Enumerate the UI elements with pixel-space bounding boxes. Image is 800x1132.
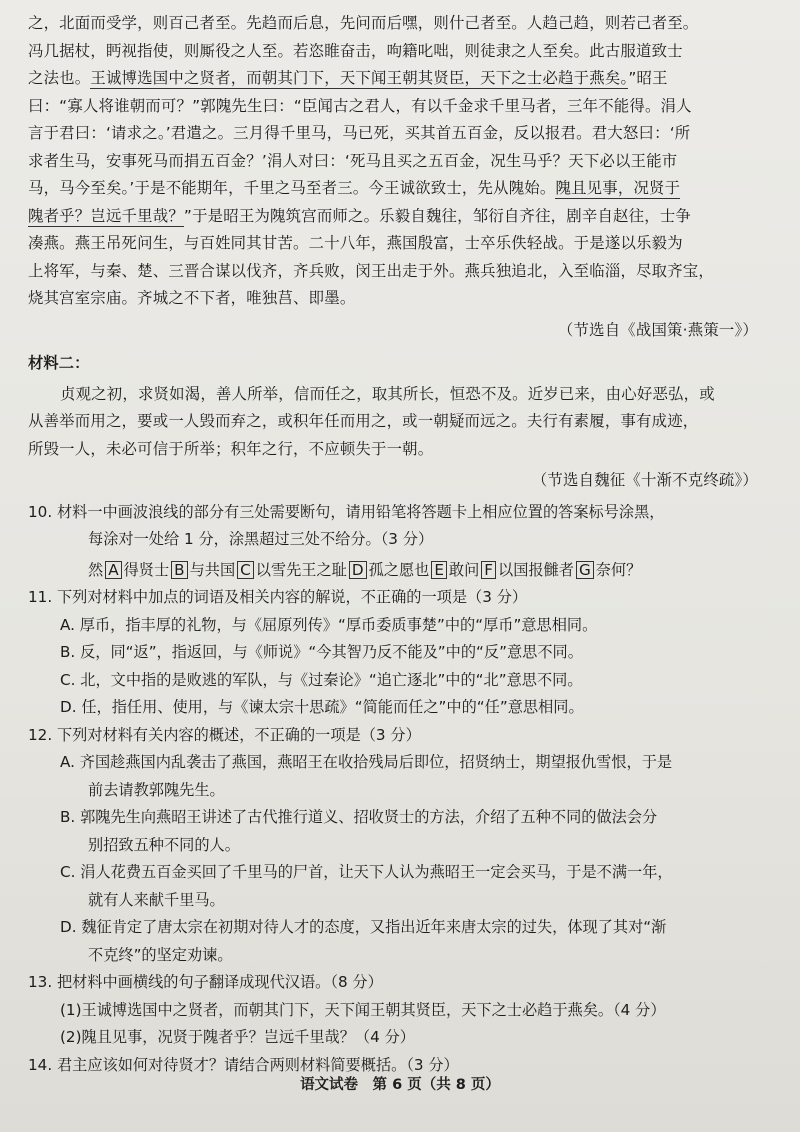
- passage-line: [28, 65, 776, 93]
- underlined-sentence-1: 王诚博选国中之贤者，而朝其门下，天下闻王朝其贤臣，天下之士必趋于燕矣。: [90, 69, 629, 87]
- passage-two: [28, 350, 776, 495]
- question-stem: 12. 下列对材料有关内容的概述，不正确的一项是（3 分）: [28, 725, 421, 744]
- passage-source: （节选自魏征《十渐不克终疏》）: [531, 471, 758, 489]
- passage-line: 之，北面而受学，则百己者至。先趋而后息，先问而后嘿，则什己者至。人趋己趋，则若己者至。: [28, 14, 699, 32]
- question-13: [28, 969, 776, 1052]
- sentence-fragment: 得贤士: [123, 560, 170, 579]
- question-11: [28, 584, 776, 722]
- sentence-fragment: 奈何？: [595, 560, 642, 579]
- passage-source: （节选自《战国策·燕策一》）: [557, 320, 758, 339]
- underlined-sentence-2a: 隗且见事，况贤于: [555, 179, 681, 197]
- break-option-g[interactable]: G: [576, 561, 594, 579]
- passage-line: 言于君曰：‘请求之。’君遣之。三月得千里马，马已死，买其首五百金，反以报君。君大怒曰：‘所: [28, 124, 691, 142]
- break-option-a[interactable]: A: [105, 561, 121, 579]
- sentence-fragment: 以雪先王之耻: [255, 560, 347, 579]
- option-b-cont: 别招致五种不同的人。: [88, 835, 240, 854]
- question-stem: 13. 把材料中画横线的句子翻译成现代汉语。（8 分）: [28, 973, 383, 991]
- question-stem: 每涂对一处给 1 分，涂黑超过三处不给分。（3 分）: [88, 530, 434, 548]
- option-c: C. 北，文中指的是败逃的军队，与《过秦论》“追亡逐北”中的“北”意思不同。: [60, 670, 583, 689]
- option-c-cont: 就有人来献千里马。: [88, 890, 225, 909]
- break-option-c[interactable]: C: [237, 561, 254, 579]
- question-10: [28, 499, 776, 585]
- sentence-break-options: [28, 557, 776, 585]
- option-d-cont: 不克终”的坚定劝谏。: [88, 945, 233, 964]
- option-b: B. 郭隗先生向燕昭王讲述了古代推行道义、招收贤士的方法，介绍了五种不同的做法会分: [60, 808, 658, 826]
- passage-line: 烧其宫室宗庙。齐城之不下者，唯独莒、即墨。: [28, 289, 356, 307]
- sentence-fragment: 孤之愿也: [368, 560, 430, 579]
- passage-line: [28, 175, 776, 203]
- option-b: B. 反，同“返”，指返回，与《师说》“今其智乃反不能及”中的“反”意思不同。: [60, 643, 583, 661]
- sub-question-1: (1)王诚博选国中之贤者，而朝其门下，天下闻王朝其贤臣，天下之士必趋于燕矣。（4 分）: [60, 1000, 666, 1019]
- page-footer: 语文试卷 第 6 页（共 8 页）: [300, 1077, 500, 1093]
- sentence-fragment: 然: [88, 560, 104, 579]
- break-option-d[interactable]: D: [349, 561, 367, 579]
- option-a: A. 厚币，指丰厚的礼物，与《屈原列传》“厚币委质事楚”中的“厚币”意思相同。: [60, 615, 598, 634]
- break-option-b[interactable]: B: [171, 561, 187, 579]
- passage-line: 求者生马，安事死马而捐五百金？’涓人对曰：‘死马且买之五百金，况生马乎？天下必以王能市: [28, 151, 678, 170]
- passage-line: 冯几据杖，眄视指使，则厮役之人至。若恣睢奋击，呴籍叱咄，则徒隶之人至矣。此古服道致士: [28, 41, 683, 60]
- page-content: [28, 10, 776, 1079]
- option-d: D. 任，指任用、使用，与《谏太宗十思疏》“简能而任之”中的“任”意思相同。: [60, 698, 584, 716]
- passage-line: 贞观之初，求贤如渴，善人所举，信而任之，取其所长，恒恐不及。近岁已来，由心好恶弘，或: [60, 384, 715, 403]
- passage-one: [28, 10, 776, 344]
- passage-text: 之法也。: [28, 69, 91, 87]
- underlined-sentence-2b: 隗者乎？岂远千里哉？: [28, 206, 184, 225]
- passage-text: ”于是昭王为隗筑宫而师之。乐毅自魏往，邹衍自齐往，剧辛自赵往，士争: [183, 206, 691, 225]
- passage-line: 所毁一人，未必可信于所举；积年之行，不应顿失于一朝。: [28, 439, 434, 458]
- sentence-fragment: 与共国: [189, 560, 236, 579]
- break-option-f[interactable]: F: [481, 561, 496, 579]
- option-c: C. 涓人花费五百金买回了千里马的尸首，让天下人认为燕昭王一定会买马，于是不满一年，: [60, 863, 673, 881]
- passage-text: 马，马今至矣。’于是不能期年，千里之马至者三。今王诚欲致士，先从隗始。: [28, 179, 556, 197]
- passage-text: ”昭王: [628, 69, 668, 87]
- option-d: D. 魏征肯定了唐太宗在初期对待人才的态度，又指出近年来唐太宗的过失，体现了其对“渐: [60, 918, 667, 936]
- passage-line: 曰：“寡人将谁朝而可？”郭隗先生曰：“臣闻古之君人，有以千金求千里马者，三年不能得。涓人: [28, 96, 692, 115]
- option-a-cont: 前去请教郭隗先生。: [88, 780, 225, 799]
- question-stem: 14. 君主应该如何对待贤才？请结合两则材料简要概括。（3 分）: [28, 1055, 459, 1074]
- sub-question-2: (2)隗且见事，况贤于隗者乎？岂远千里哉？（4 分）: [60, 1028, 415, 1046]
- passage-line: 从善举而用之，要或一人毁而弃之，或积年任而用之，或一朝疑而远之。夫行有素履，事有成迹，: [28, 412, 699, 430]
- passage-line: 凑燕。燕王吊死问生，与百姓同其甘苦。二十八年，燕国殷富，士卒乐佚轻战。于是遂以乐毅为: [28, 234, 683, 252]
- question-stem: 11. 下列对材料中加点的词语及相关内容的解说，不正确的一项是（3 分）: [28, 588, 528, 606]
- sentence-fragment: 敢问: [448, 560, 480, 579]
- question-12: [28, 722, 776, 970]
- passage-line: [28, 203, 776, 231]
- sentence-fragment: 以国报雠者: [498, 560, 574, 579]
- option-a: A. 齐国趁燕国内乱袭击了燕国，燕昭王在收拾残局后即位，招贤纳士，期望报仇雪恨，于是: [60, 753, 673, 771]
- passage-heading: 材料二：: [28, 354, 90, 372]
- question-stem: 10. 材料一中画波浪线的部分有三处需要断句，请用铅笔将答题卡上相应位置的答案标号涂黑，: [28, 502, 665, 521]
- passage-line: 上将军，与秦、楚、三晋合谋以伐齐，齐兵败，闵王出走于外。燕兵独追北，入至临淄，尽取齐宝，: [28, 261, 714, 280]
- break-option-e[interactable]: E: [431, 561, 447, 579]
